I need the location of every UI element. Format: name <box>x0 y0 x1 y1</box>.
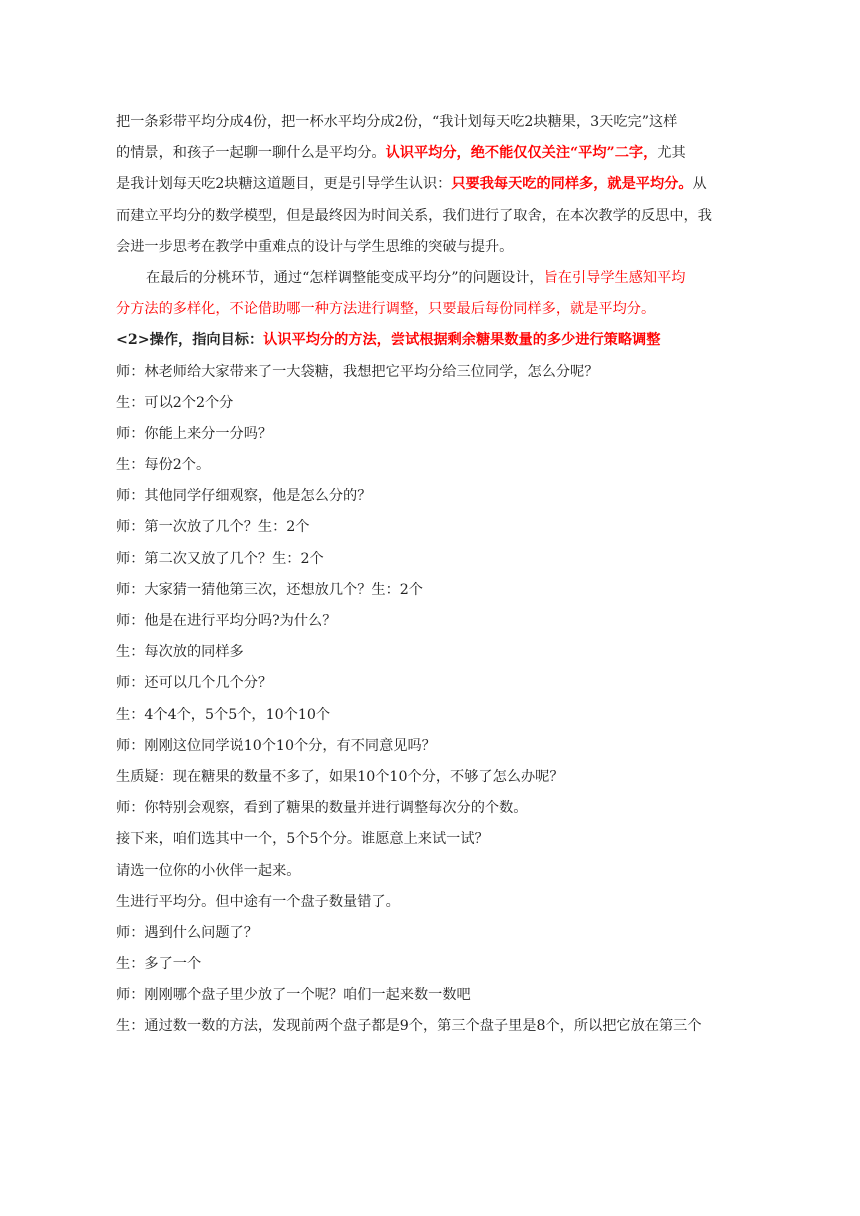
highlight-text: 认识平均分，绝不能仅仅关注“平均”二字， <box>385 145 658 162</box>
dialogue-line: 生：每份2个。 <box>116 457 211 474</box>
text-run: 的情景，和孩子一起聊一聊什么是平均分。 <box>116 145 386 162</box>
dialogue-line: 师：刚刚哪个盘子里少放了一个呢？咱们一起来数一数吧 <box>116 987 471 1004</box>
heading-prefix: <2>操作，指向目标： <box>116 332 264 349</box>
dialogue-line: 生：通过数一数的方法，发现前两个盘子都是9个，第三个盘子里是8个，所以把它放在第三个 <box>116 1018 702 1035</box>
dialogue-line: 生质疑：现在糖果的数量不多了，如果10个10个分，不够了怎么办呢？ <box>116 768 564 785</box>
dialogue-line: 接下来，咱们选其中一个，5个5个分。谁愿意上来试一试？ <box>116 831 489 848</box>
heading-goal: 认识平均分的方法，尝试根据剩余糖果数量的多少进行策略调整 <box>263 332 661 349</box>
highlight-text: 只要我每天吃的同样多，就是平均分。 <box>451 176 693 193</box>
dialogue-line: 师：第一次放了几个？生：2个 <box>116 519 310 536</box>
dialogue-line: 师：其他同学仔细观察，他是怎么分的？ <box>116 488 372 505</box>
text-run: 尤其 <box>657 145 686 162</box>
dialogue-line: 师：刚刚这位同学说10个10个分，有不同意见吗？ <box>116 737 436 754</box>
dialogue-line: 师：遇到什么问题了？ <box>116 924 258 941</box>
text-run: 是我计划每天吃2块糖这道题目，更是引导学生认识： <box>116 176 452 193</box>
dialogue-line: 师：你能上来分一分吗？ <box>116 425 273 442</box>
dialogue-line: 师：林老师给大家带来了一大袋糖，我想把它平均分给三位同学，怎么分呢？ <box>116 363 599 380</box>
paragraph-1-line-4 <box>116 201 748 232</box>
dialogue-line: 生：每次放的同样多 <box>116 644 244 661</box>
dialogue-line: 师：第二次又放了几个？生：2个 <box>116 550 324 567</box>
text-run: 从 <box>692 176 707 193</box>
dialogue-line: 请选一位你的小伙伴一起来。 <box>116 862 301 879</box>
text-run: 在最后的分桃环节，通过“怎样调整能变成平均分”的问题设计， <box>146 269 544 286</box>
paragraph-1-line-3 <box>116 169 748 200</box>
highlight-text: 旨在引导学生感知平均 <box>543 269 686 286</box>
section-heading <box>116 325 748 356</box>
paragraph-1-line-2 <box>116 138 748 169</box>
paragraph-2-line-1 <box>116 263 748 294</box>
highlight-text: 分方法的多样化，不论借助哪一种方法进行调整，只要最后每份同样多，就是平均分。 <box>116 301 656 318</box>
dialogue-line: 生：4个4个，5个5个，10个10个 <box>116 706 331 723</box>
paragraph-1-line-5 <box>116 232 748 263</box>
dialogue-line: 师：你特别会观察，看到了糖果的数量并进行调整每次分的个数。 <box>116 800 528 817</box>
text-run: 而建立平均分的数学模型，但是最终因为时间关系，我们进行了取舍，在本次教学的反思中，我 <box>116 207 712 224</box>
dialogue-line: 生进行平均分。但中途有一个盘子数量错了。 <box>116 893 400 910</box>
dialogue-line: 生：多了一个 <box>116 956 202 973</box>
text-run: 会进一步思考在教学中重难点的设计与学生思维的突破与提升。 <box>116 238 514 255</box>
text-run: 把一条彩带平均分成4份，把一杯水平均分成2份，“我计划每天吃2块糖果，3天吃完”这样 <box>116 114 678 130</box>
paragraph-1-line-1 <box>116 107 748 138</box>
dialogue-line: 师：还可以几个几个分？ <box>116 675 273 692</box>
dialogue-line: 师：大家猜一猜他第三次，还想放几个？生：2个 <box>116 581 423 598</box>
paragraph-2-line-2 <box>116 294 748 325</box>
dialogue-line: 生：可以2个2个分 <box>116 394 234 411</box>
dialogue-line: 师：他是在进行平均分吗?为什么？ <box>116 613 337 629</box>
